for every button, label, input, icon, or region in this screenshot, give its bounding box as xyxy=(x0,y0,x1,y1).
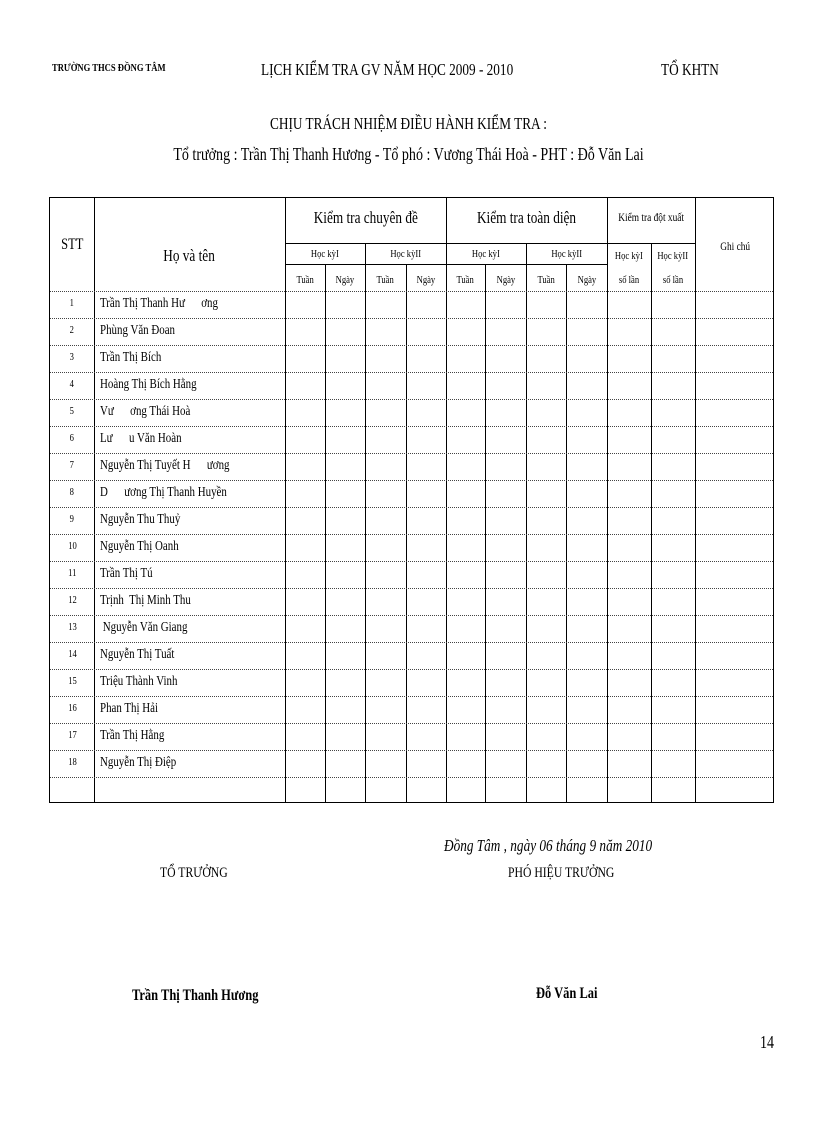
row-name: Hoàng Thị Bích Hằng xyxy=(100,377,197,392)
page-number: 14 xyxy=(760,1032,775,1052)
row-divider xyxy=(50,777,773,778)
col-header-ngay: Ngày xyxy=(496,274,515,286)
row-stt: 5 xyxy=(69,405,75,417)
sub-header-hk1: Học kỳI xyxy=(472,248,500,260)
row-name: Nguyễn Thị Oanh xyxy=(100,539,179,554)
row-name: Nguyễn Thị Điệp xyxy=(100,755,177,770)
to-truong-name: Trần Thị Thanh Hương xyxy=(132,987,259,1004)
row-divider xyxy=(50,345,773,346)
row-name: Nguyễn Thị Tuất xyxy=(100,647,175,662)
row-stt: 12 xyxy=(67,594,77,606)
row-name: Trần Thị Tú xyxy=(100,566,153,581)
group-header-dot-xuat: Kiểm tra đột xuất xyxy=(618,210,684,224)
row-name: Trần Thị Bích xyxy=(100,350,162,365)
row-name: Phan Thị Hải xyxy=(100,701,159,716)
row-stt: 6 xyxy=(69,432,75,444)
row-divider xyxy=(50,750,773,751)
row-divider xyxy=(50,399,773,400)
sub-header-hk2: Học kỳII xyxy=(390,248,421,260)
sub-header-hk1: Học kỳI xyxy=(615,250,643,262)
row-name: Nguyễn Văn Giang xyxy=(100,620,188,635)
row-divider xyxy=(50,534,773,535)
row-stt: 11 xyxy=(67,567,77,579)
col-header-note: Ghi chú xyxy=(720,239,750,253)
to-truong-title: TỔ TRƯỞNG xyxy=(160,865,228,881)
row-name: Lư u Văn Hoàn xyxy=(100,431,182,446)
row-divider xyxy=(50,426,773,427)
leaders-line: Tổ trưởng : Trần Thị Thanh Hương - Tổ phó : Vương Thái Hoà - PHT : Đỗ Văn Lai xyxy=(172,144,644,164)
row-stt: 9 xyxy=(69,513,75,525)
col-header-name: Họ và tên xyxy=(163,246,216,265)
row-divider xyxy=(50,615,773,616)
row-divider xyxy=(50,642,773,643)
col-header-so-lan: số lần xyxy=(618,274,640,286)
row-stt: 13 xyxy=(67,621,77,633)
row-name: Trần Thị Thanh Hư ơng xyxy=(100,296,218,311)
row-divider xyxy=(50,480,773,481)
row-stt: 2 xyxy=(69,324,75,336)
group-header-chuyen-de: Kiểm tra chuyên đề xyxy=(313,208,418,227)
row-stt: 14 xyxy=(67,648,77,660)
col-header-ngay: Ngày xyxy=(577,274,596,286)
row-name: Phùng Văn Đoan xyxy=(100,323,176,338)
col-header-tuan: Tuần xyxy=(376,274,395,286)
col-header-ngay: Ngày xyxy=(416,274,436,286)
row-stt: 7 xyxy=(69,459,75,471)
pho-hieu-truong-title: PHÓ HIỆU TRƯỞNG xyxy=(508,865,615,881)
row-name: Nguyễn Thị Tuyết H ương xyxy=(100,458,230,473)
row-divider xyxy=(50,723,773,724)
row-divider xyxy=(50,372,773,373)
row-divider xyxy=(50,318,773,319)
row-name: D ương Thị Thanh Huyền xyxy=(100,485,227,500)
department-label: TỔ KHTN xyxy=(661,60,719,79)
responsibility-heading: CHỊU TRÁCH NHIỆM ĐIỀU HÀNH KIỂM TRA : xyxy=(269,114,547,133)
row-name: Nguyễn Thu Thuỷ xyxy=(100,512,181,527)
row-name: Vư ơng Thái Hoà xyxy=(100,404,191,419)
row-stt: 10 xyxy=(67,540,77,552)
place-date: Đồng Tâm , ngày 06 tháng 9 năm 2010 xyxy=(444,836,653,855)
document-title: LỊCH KIỂM TRA GV NĂM HỌC 2009 - 2010 xyxy=(261,60,514,79)
row-divider xyxy=(50,453,773,454)
row-stt: 15 xyxy=(67,675,77,687)
col-header-so-lan: số lần xyxy=(662,274,684,286)
row-divider xyxy=(50,561,773,562)
row-stt: 1 xyxy=(69,297,75,309)
row-stt: 16 xyxy=(67,702,77,714)
pho-hieu-truong-name: Đỗ Văn Lai xyxy=(536,985,598,1002)
col-header-tuan: Tuần xyxy=(537,274,555,286)
sub-header-hk2: Học kỳII xyxy=(657,250,689,262)
row-divider xyxy=(50,291,773,292)
row-divider xyxy=(50,507,773,508)
col-header-stt: STT xyxy=(60,236,84,253)
row-stt: 17 xyxy=(67,729,77,741)
inspection-schedule-table xyxy=(49,197,774,803)
sub-header-hk2: Học kỳII xyxy=(551,248,582,260)
row-stt: 18 xyxy=(67,756,77,768)
col-header-ngay: Ngày xyxy=(335,274,355,286)
col-header-tuan: Tuần xyxy=(456,274,475,286)
col-header-tuan: Tuần xyxy=(296,274,314,286)
school-name: TRƯỜNG THCS ĐỒNG TÂM xyxy=(52,62,166,74)
row-stt: 3 xyxy=(69,351,75,363)
group-header-toan-dien: Kiểm tra toàn diện xyxy=(476,208,577,227)
row-stt: 4 xyxy=(69,378,75,390)
row-divider xyxy=(50,588,773,589)
row-divider xyxy=(50,669,773,670)
row-divider xyxy=(50,696,773,697)
row-name: Trần Thị Hằng xyxy=(100,728,165,743)
row-name: Trịnh Thị Minh Thu xyxy=(100,593,191,608)
row-stt: 8 xyxy=(69,486,75,498)
sub-header-hk1: Học kỳI xyxy=(311,248,339,260)
row-name: Triệu Thành Vinh xyxy=(100,674,178,689)
